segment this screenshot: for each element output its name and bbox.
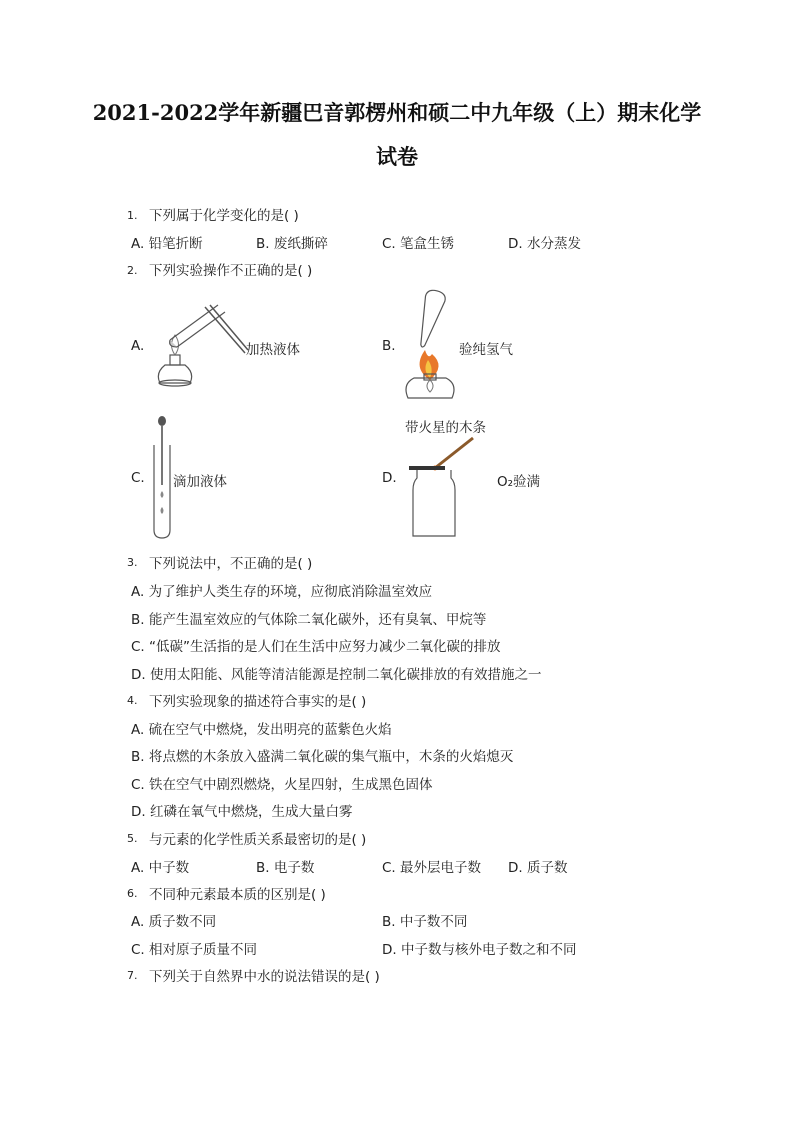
question-text: 下列说法中，不正确的是( ) <box>149 556 313 572</box>
option-b: B. 能产生温室效应的气体除二氧化碳外，还有臭氧、甲烷等 <box>131 612 487 628</box>
option-d: D. 中子数与核外电子数之和不同 <box>382 942 577 958</box>
question-text: 与元素的化学性质关系最密切的是( ) <box>149 832 367 848</box>
question-text: 不同种元素最本质的区别是( ) <box>149 887 326 903</box>
option-c: C. “低碳”生活指的是人们在生活中应努力减少二氧化碳的排放 <box>131 639 501 655</box>
question-number: 7. <box>127 969 138 982</box>
question-text: 下列实验操作不正确的是( ) <box>149 263 313 279</box>
option-c: C. 相对原子质量不同 <box>131 942 258 958</box>
question-number: 1. <box>127 209 138 222</box>
figure-label: O₂验满 <box>497 474 541 490</box>
oxygen-full-test-figure <box>405 438 485 540</box>
option-d: D. 质子数 <box>508 860 568 876</box>
option-b: B. 中子数不同 <box>382 914 468 930</box>
option-b: B. <box>382 338 396 354</box>
option-a: A. <box>131 338 145 354</box>
option-a: A. 硫在空气中燃烧，发出明亮的蓝紫色火焰 <box>131 722 392 738</box>
option-a: A. 质子数不同 <box>131 914 217 930</box>
option-c: C. 铁在空气中剧烈燃烧，火星四射，生成黑色固体 <box>131 777 433 793</box>
heating-liquid-figure <box>150 295 250 395</box>
page-title-line1: 2021-2022学年新疆巴音郭楞州和硕二中九年级（上）期末化学 <box>92 100 702 125</box>
option-a: A. 为了维护人类生存的环境，应彻底消除温室效应 <box>131 584 433 600</box>
option-a: A. 中子数 <box>131 860 190 876</box>
option-d: D. <box>382 470 397 486</box>
figure-label: 验纯氢气 <box>459 342 513 358</box>
page-title-line2: 试卷 <box>376 144 418 169</box>
option-c: C. <box>131 470 145 486</box>
hydrogen-purity-test-figure <box>400 288 460 400</box>
question-number: 2. <box>127 264 138 277</box>
option-d: D. 水分蒸发 <box>508 236 581 252</box>
question-text: 下列实验现象的描述符合事实的是( ) <box>149 694 367 710</box>
figure-label: 滴加液体 <box>173 474 227 490</box>
question-number: 5. <box>127 832 138 845</box>
question-number: 4. <box>127 694 138 707</box>
question-number: 3. <box>127 556 138 569</box>
option-d: D. 红磷在氧气中燃烧，生成大量白雾 <box>131 804 353 820</box>
option-c: C. 最外层电子数 <box>382 860 482 876</box>
option-b: B. 废纸撕碎 <box>256 236 328 252</box>
question-text: 下列关于自然界中水的说法错误的是( ) <box>149 969 380 985</box>
question-text: 下列属于化学变化的是( ) <box>149 208 299 224</box>
option-d: D. 使用太阳能、风能等清洁能源是控制二氧化碳排放的有效措施之一 <box>131 667 542 683</box>
option-b: B. 电子数 <box>256 860 315 876</box>
option-b: B. 将点燃的木条放入盛满二氧化碳的集气瓶中，木条的火焰熄灭 <box>131 749 514 765</box>
figure-label: 加热液体 <box>246 342 300 358</box>
dropping-liquid-figure <box>150 415 174 540</box>
option-a: A. 铅笔折断 <box>131 236 203 252</box>
figure-label: 带火星的木条 <box>405 420 486 436</box>
option-c: C. 笔盒生锈 <box>382 236 455 252</box>
question-number: 6. <box>127 887 138 900</box>
